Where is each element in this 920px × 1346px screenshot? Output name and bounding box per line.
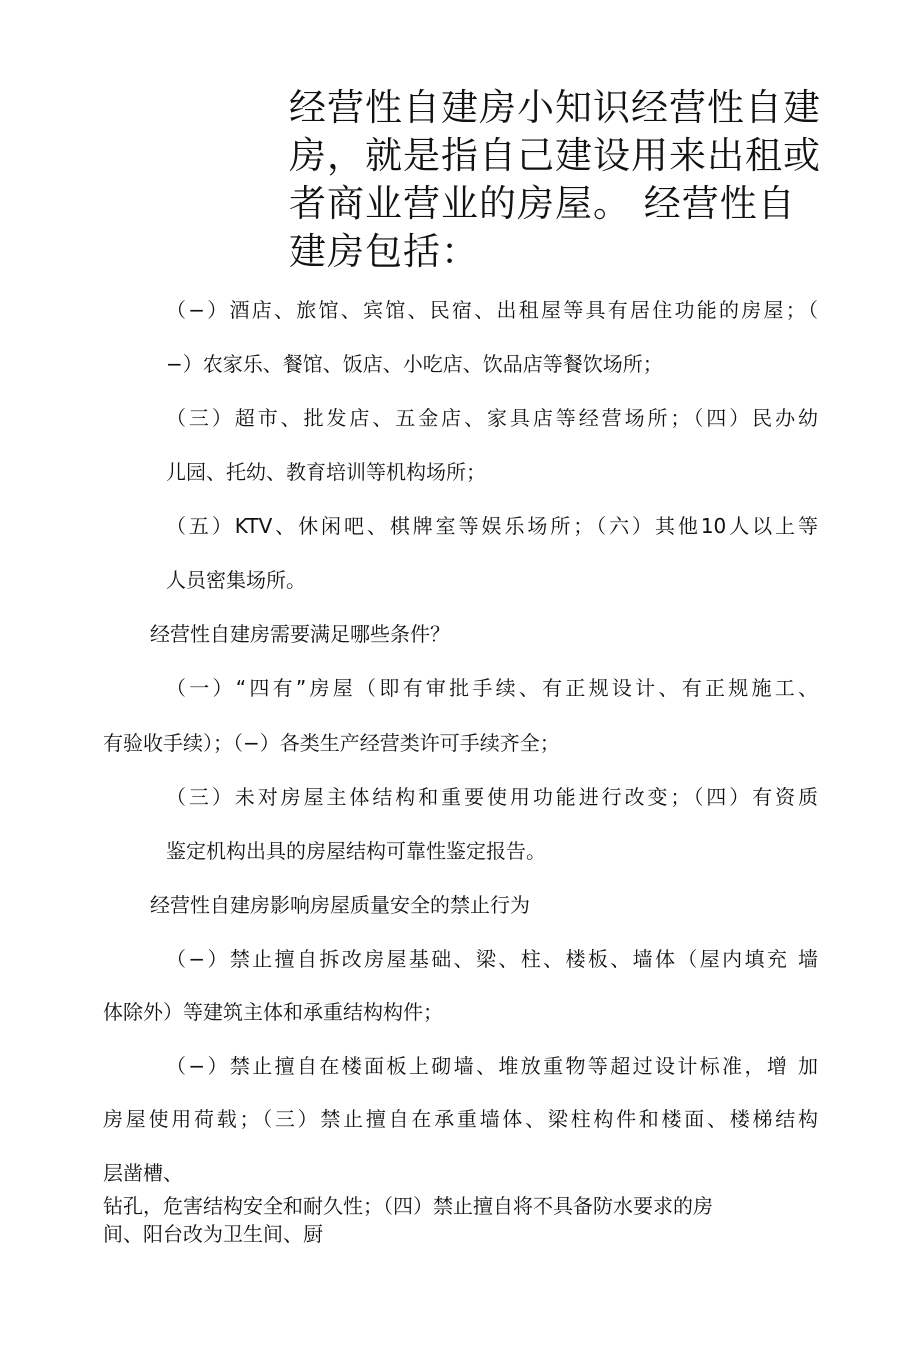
paragraph-line: 间、阳台改为卫生间、厨 — [103, 1222, 323, 1246]
page-title: 经营性自建房小知识经营性自建房，就是指自己建设用来出租或者商业营业的房屋。 经营性自建房包括： — [289, 86, 821, 273]
paragraph-line: （一）“四有”房屋（即有审批手续、有正规设计、有正规施工、 — [166, 676, 818, 700]
section-heading: 经营性自建房影响房屋质量安全的禁止行为 — [150, 893, 530, 917]
paragraph-line: 体除外）等建筑主体和承重结构构件； — [103, 1000, 443, 1024]
paragraph-line: （−）禁止擅自在楼面板上砌墙、堆放重物等超过设计标准，增 加 — [166, 1054, 818, 1078]
paragraph-line: （−）酒店、旅馆、宾馆、民宿、出租屋等具有居住功能的房屋；（ — [166, 298, 818, 322]
paragraph-line: （五）KTV、休闲吧、棋牌室等娱乐场所；（六）其他10人以上等 — [166, 514, 818, 538]
section-heading: 经营性自建房需要满足哪些条件？ — [150, 622, 450, 646]
paragraph-line: （三）超市、批发店、五金店、家具店等经营场所；（四）民办幼 — [166, 406, 818, 430]
paragraph-line: 房屋使用荷载；（三）禁止擅自在承重墙体、梁柱构件和楼面、楼梯结构 — [103, 1107, 818, 1131]
paragraph-line: 鉴定机构出具的房屋结构可靠性鉴定报告。 — [166, 839, 546, 863]
paragraph-line: 儿园、托幼、教育培训等机构场所； — [166, 460, 486, 484]
paragraph-line: 层凿槽、 — [103, 1161, 183, 1185]
paragraph-line: 人员密集场所。 — [166, 568, 306, 592]
paragraph-line: 有验收手续）；（−）各类生产经营类许可手续齐全； — [103, 731, 560, 755]
paragraph-line: （三）未对房屋主体结构和重要使用功能进行改变；（四）有资质 — [166, 785, 818, 809]
paragraph-line: （−）禁止擅自拆改房屋基础、梁、柱、楼板、墙体（屋内填充 墙 — [166, 947, 818, 971]
paragraph-line: −）农家乐、餐馆、饭店、小吃店、饮品店等餐饮场所； — [166, 352, 663, 376]
paragraph-line: 钻孔，危害结构安全和耐久性；（四）禁止擅自将不具备防水要求的房 — [103, 1194, 713, 1218]
